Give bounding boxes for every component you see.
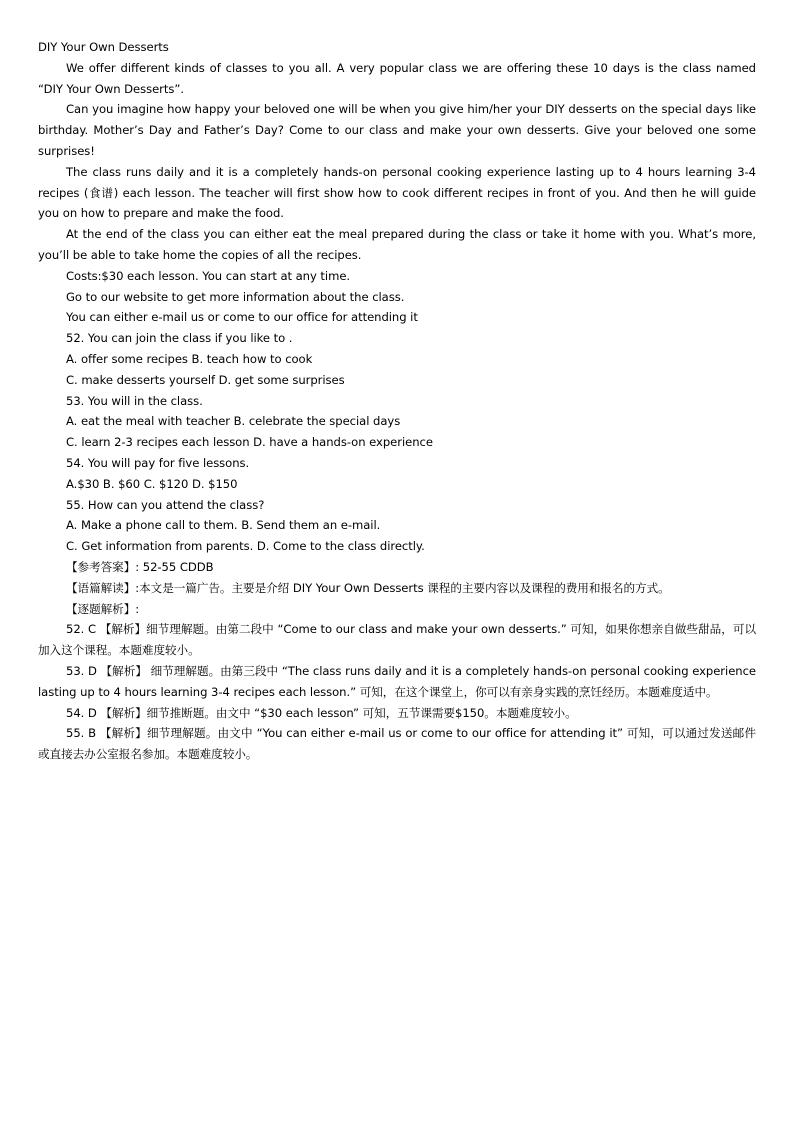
- summary: [38, 578, 756, 599]
- answer-key: [38, 557, 756, 578]
- analysis-53: 53. D 【解析】 细节理解题。由第三段中 “The class runs daily and it is a completely hands-on personal cooking experience lasting up to 4 hours learning 3-4 recipes each lesson.” 可知，在这个课堂上，你可以有亲身实践的烹饪经历。本题难度适中。: [38, 663, 756, 699]
- question-55-stem: 55. How can you attend the class?: [66, 497, 265, 512]
- paragraph-intro: We offer different kinds of classes to you all. A very popular class we are offering these 10 days is the class named “DIY Your Own Desserts”.: [38, 60, 756, 96]
- answer-key-value: 52-55 CDDB: [142, 559, 214, 574]
- analysis-heading: 【逐题解析】:: [66, 601, 140, 616]
- answer-key-label: 【参考答案】:: [66, 559, 140, 574]
- analysis-55: 55. B 【解析】细节理解题。由文中 “You can either e-mail us or come to our office for attending it” 可知，可以通过发送邮件或直接去办公室报名参加。本题难度较小。: [38, 726, 756, 762]
- question-52-stem: 52. You can join the class if you like to .: [66, 331, 293, 346]
- paragraph-imagine: Can you imagine how happy your beloved one will be when you give him/her your DIY desserts on the special days like birthday. Mother’s Day and Father’s Day? Come to our class and make your own desserts. Give your beloved one some surprises!: [38, 102, 756, 158]
- question-53-stem: 53. You will in the class.: [66, 393, 203, 408]
- summary-text: 本文是一篇广告。主要是介绍 DIY Your Own Desserts 课程的主要内容以及课程的费用和报名的方式。: [139, 580, 670, 595]
- question-53-options-ab: A. eat the meal with teacher B. celebrate the special days: [66, 414, 401, 429]
- question-54-stem: 54. You will pay for five lessons.: [66, 455, 250, 470]
- info-costs: Costs:$30 each lesson. You can start at any time.: [66, 268, 351, 283]
- paragraph-class-details: The class runs daily and it is a completely hands-on personal cooking experience lasting up to 4 hours learning 3-4 recipes (食谱) each lesson. The teacher will first show how to cook different recipes in front of you. And then he will guide you on how to prepare and make the food.: [38, 164, 756, 221]
- summary-label: 【语篇解读】:: [66, 580, 140, 595]
- info-contact: You can either e-mail us or come to our office for attending it: [66, 310, 418, 325]
- analysis-54: 54. D 【解析】细节推断题。由文中 “$30 each lesson” 可知，五节课需要$150。本题难度较小。: [66, 705, 577, 720]
- question-54-options: A.$30 B. $60 C. $120 D. $150: [66, 476, 238, 491]
- document-page: [38, 37, 756, 765]
- question-55-options-ab: A. Make a phone call to them. B. Send them an e-mail.: [66, 518, 381, 533]
- paragraph-end-of-class: At the end of the class you can either eat the meal prepared during the class or take it home with you. What’s more, you’ll be able to take home the copies of all the recipes.: [38, 227, 756, 262]
- document-title: DIY Your Own Desserts: [38, 40, 169, 54]
- question-52-options-cd: C. make desserts yourself D. get some surprises: [66, 372, 345, 387]
- question-53-options-cd: C. learn 2-3 recipes each lesson D. have a hands-on experience: [66, 435, 433, 450]
- info-website: Go to our website to get more information about the class.: [66, 289, 405, 304]
- question-55-options-cd: C. Get information from parents. D. Come to the class directly.: [66, 539, 425, 554]
- question-52-options-ab: A. offer some recipes B. teach how to cook: [66, 351, 313, 366]
- analysis-52: 52. C 【解析】细节理解题。由第二段中 “Come to our class and make your own desserts.” 可知，如果你想亲自做些甜品，可以加入这个课程。本题难度较小。: [38, 622, 756, 658]
